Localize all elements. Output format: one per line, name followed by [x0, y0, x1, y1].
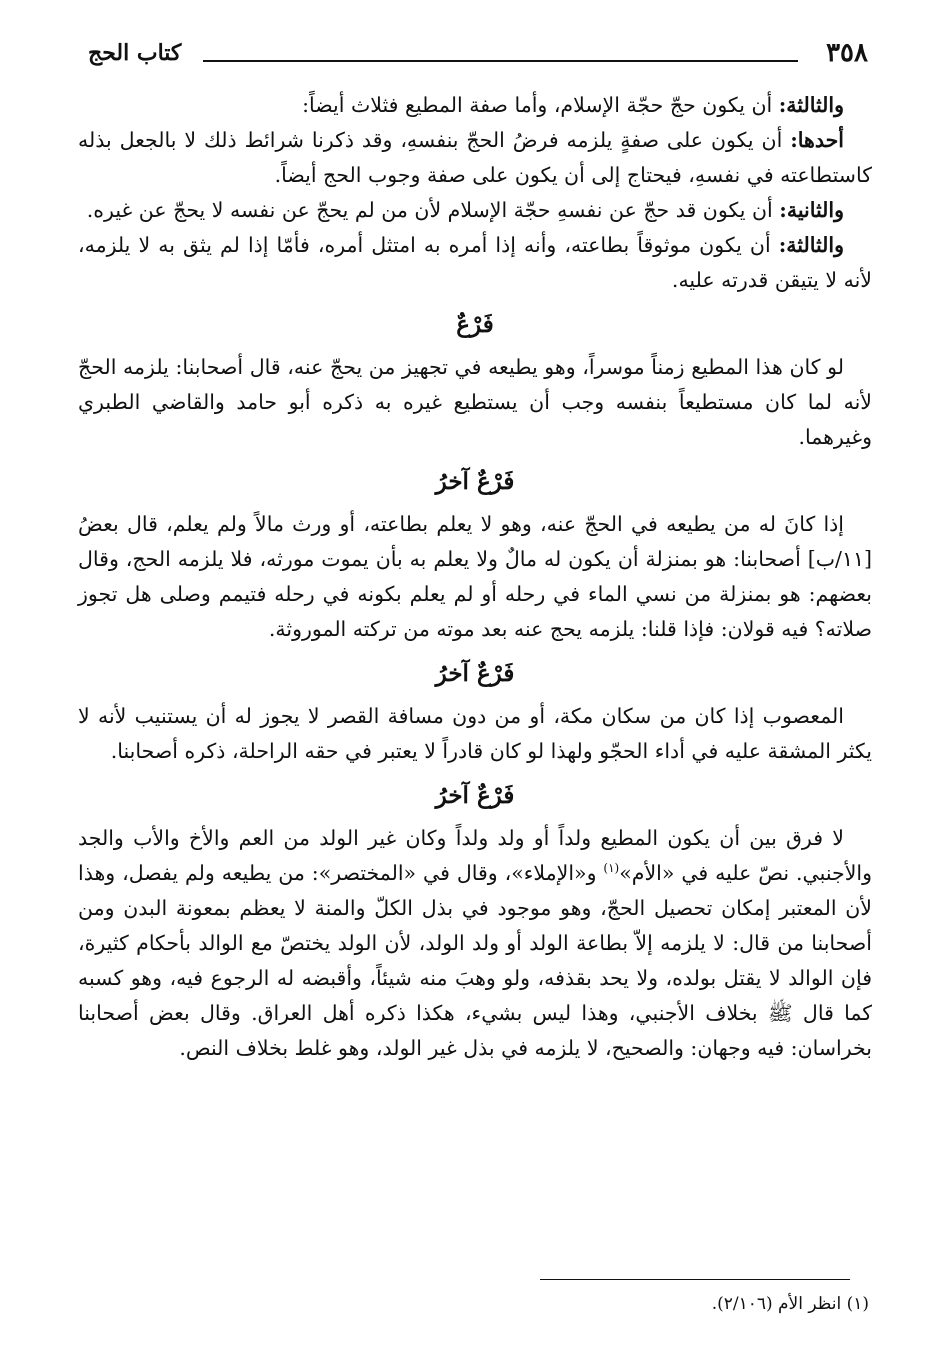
section-heading: فَرْعٌ آخرُ: [435, 660, 515, 687]
paragraph: المعصوب إذا كان من سكان مكة، أو من دون مسافة القصر لا يجوز له أن يستنيب لأنه لا يكثر المشقة عليه في أداء الحجّو ولهذا لو كان قادراً لا يعتبر في حقه الراحلة، ذكره أصحابنا.: [78, 704, 872, 763]
paragraph-text: أن يكون قد حجّ عن نفسهِ حجّة الإسلام لأن من لم يحجّ عن نفسه لا يحجّ عن غيره.: [86, 198, 780, 222]
paragraph-text: أن يكون موثوقاً بطاعته، وأنه إذا أمره به امتثل أمره، فأمّا إذا لم يثق به لا يلزمه، لأنه لا يتيقن قدرته عليه.: [78, 233, 872, 292]
paragraph-text: لا فرق بين أن يكون المطيع ولداً أو ولد ولداً وكان غير الولد من العم والأخ والأب والجد والأجنبي. نصّ عليه في «الأم»: [78, 826, 872, 885]
footnote-rule: [540, 1279, 850, 1280]
footnote-number: (١): [846, 1294, 869, 1314]
book-title: كتاب الحج: [88, 40, 182, 66]
footnote: [712, 1294, 869, 1314]
paragraph: [78, 88, 872, 123]
paragraph-text: أن يكون حجّ حجّة الإسلام، وأما صفة المطيع فثلاث أيضاً:: [302, 93, 779, 117]
paragraph: إذا كانَ له من يطيعه في الحجّ عنه، وهو لا يعلم بطاعته، أو ورث مالاً ولم يعلم، قال بعضُ [١١/ب] أصحابنا: هو بمنزلة أن يكون له مالٌ ولا يعلم به بأن يموت مورثه، فلا يلزمه الحج، وقال بعضهم: هو بمنزلة من نسي الماء في رحله أو لم يعلم بكونه في رحله فتيمم وصلى هل تجوز صلاته؟ فيه قولان: فإذا قلنا: يلزمه يحج عنه بعد موته من تركته الموروثة.: [78, 512, 872, 641]
paragraph-lead: والثانية:: [779, 198, 844, 222]
section-heading: فَرْعٌ آخرُ: [435, 468, 515, 495]
page-header: [88, 38, 868, 78]
paragraph: [78, 228, 872, 298]
page-number: ٣٥٨: [826, 38, 868, 68]
section-heading: فَرْعٌ: [456, 311, 494, 338]
header-rule: [203, 60, 798, 62]
paragraph: [78, 193, 872, 228]
paragraph-lead: أحدها:: [790, 128, 844, 152]
paragraph: [78, 123, 872, 193]
footnote-reference: (١): [603, 861, 620, 876]
paragraph-text: أن يكون على صفةٍ يلزمه فرضُ الحجّ بنفسهِ، وقد ذكرنا شرائط ذلك لا بالجعل بذله كاستطاعته في نفسهِ، فيحتاج إلى أن يكون على صفة وجوب الحج أيضاً.: [78, 128, 872, 187]
paragraph-lead: والثالثة:: [778, 233, 844, 257]
footnote-text: انظر الأم (٢/١٠٦).: [711, 1294, 842, 1314]
paragraph-text: و«الإملاء»، وقال في «المختصر»: من يطيعه ولم يفصل، وهذا لأن المعتبر إمكان تحصيل الحجّ، وهو موجود في بذل الكلّ والمنة لا يعظم بمعونة البدن ومن أصحابنا من قال: لا يلزمه إلاّ بطاعة الولد أو ولد الولد، لأن الولد يختصّ مع الوالد بأحكام كثيرة، فإن الوالد لا يقتل بولده، ولا يحد بقذفه، ولو وهبَ منه شيئاً، وأقبضه له الرجوع فيه، وهو كسبه كما قال ﷺ بخلاف الأجنبي، وهذا ليس بشيء، هكذا ذكره أهل العراق. وقال بعض أصحابنا بخراسان: فيه وجهان: والصحيح، لا يلزمه في بذل غير الولد، وهو غلط بخلاف النص.: [78, 861, 872, 1060]
paragraph: لو كان هذا المطيع زمناً موسراً، وهو يطيعه في تجهيز من يحجّ عنه، قال أصحابنا: يلزمه الحجّ لأنه لما كان مستطيعاً بنفسه وجب أن يستطيع غيره به ذكره أبو حامد والقاضي الطبري وغيرهما.: [78, 355, 872, 449]
paragraph-lead: والثالثة:: [778, 93, 844, 117]
main-text: [78, 88, 872, 1066]
section-heading: فَرْعٌ آخرُ: [435, 782, 515, 809]
paragraph: [78, 821, 872, 1066]
